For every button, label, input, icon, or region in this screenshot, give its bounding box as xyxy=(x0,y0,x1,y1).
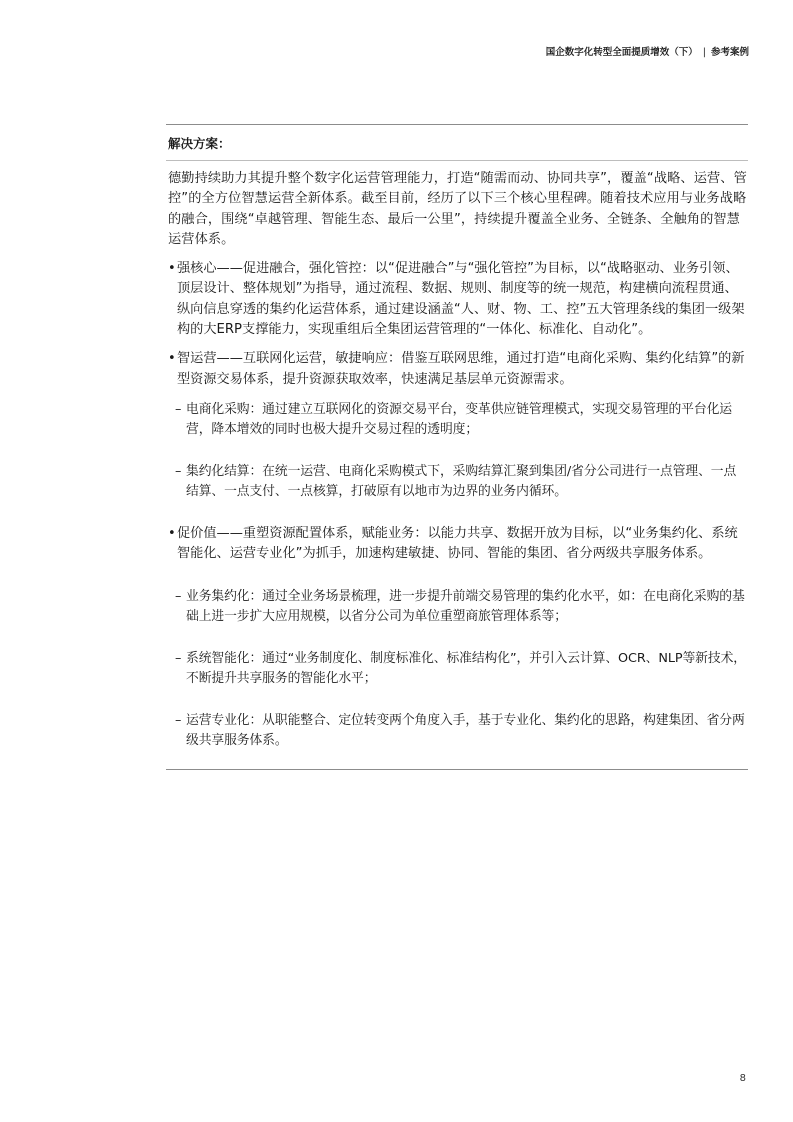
sub-text: 业务集约化：通过全业务场景梳理，进一步提升前端交易管理的集约化水平，如：在电商化采购的基础上进一步扩大应用规模，以省分公司为单位重塑商旅管理体系等； xyxy=(186,588,745,624)
bullet-marker: • xyxy=(168,351,176,367)
sub-marker: – xyxy=(175,588,182,604)
bullet-item xyxy=(166,259,748,340)
bullet-marker: • xyxy=(168,525,176,541)
sub-marker: – xyxy=(175,401,182,417)
bullet-text: 强核心——促进融合，强化管控：以“促进融合”与“强化管控”为目标，以“战略驱动、业务引领、顶层设计、整体规划”为指导，通过流程、数据、规则、制度等的统一规范，构建横向流程贯通、纵向信息穿透的集约化运营体系，通过建设涵盖“人、财、物、工、控”五大管理条线的集团一级架构的大ERP支撑能力，实现重组后全集团运营管理的“一体化、标准化、自动化”。 xyxy=(177,261,745,338)
sub-text: 运营专业化：从职能整合、定位转变两个角度入手，基于专业化、集约化的思路，构建集团、省分两级共享服务体系。 xyxy=(186,712,745,748)
sub-text: 集约化结算：在统一运营、电商化采购模式下，采购结算汇聚到集团/省分公司进行一点管理、一点结算、一点支付、一点核算，打破原有以地市为边界的业务内循环。 xyxy=(186,463,737,499)
header-title: 国企数字化转型全面提质增效（下） xyxy=(545,47,698,58)
sub-marker: – xyxy=(175,650,182,666)
running-header xyxy=(546,44,749,58)
page-number: 8 xyxy=(739,1073,746,1084)
sub-marker: – xyxy=(175,463,182,479)
sub-item xyxy=(166,711,748,751)
sub-item xyxy=(166,649,748,689)
header-separator: | xyxy=(702,47,706,58)
section-title: 解决方案： xyxy=(166,125,748,161)
section-divider xyxy=(166,769,748,770)
solution-section xyxy=(166,124,748,770)
bullet-marker: • xyxy=(168,261,176,277)
sub-marker: – xyxy=(175,712,182,728)
bullet-text: 促价值——重塑资源配置体系，赋能业务：以能力共享、数据开放为目标，以“业务集约化、系统智能化、运营专业化”为抓手，加速构建敏捷、协同、智能的集团、省分两级共享服务体系。 xyxy=(177,525,738,562)
bullet-text: 智运营——互联网化运营，敏捷响应：借鉴互联网思维，通过打造“电商化采购、集约化结算”的新型资源交易体系，提升资源获取效率，快速满足基层单元资源需求。 xyxy=(177,351,745,387)
intro-paragraph: 德勤持续助力其提升整个数字化运营管理能力，打造“随需而动、协同共享”，覆盖“战略、运营、管控”的全方位智慧运营全新体系。截至目前，经历了以下三个核心里程碑。随着技术应用与业务战略的融合，围绕“卓越管理、智能生态、最后一公里”，持续提升覆盖全业务、全链条、全触角的智慧运营体系。 xyxy=(168,171,747,247)
header-section: 参考案例 xyxy=(710,47,749,58)
sub-item xyxy=(166,462,748,502)
bullet-item xyxy=(166,524,748,565)
sub-text: 系统智能化：通过“业务制度化、制度标准化、标准结构化”，并引入云计算、OCR、NLP等新技术，不断提升共享服务的智能化水平； xyxy=(186,650,746,686)
sub-item xyxy=(166,400,748,440)
bullet-item xyxy=(166,349,748,390)
sub-item xyxy=(166,587,748,627)
sub-text: 电商化采购：通过建立互联网化的资源交易平台，变革供应链管理模式，实现交易管理的平台化运营，降本增效的同时也极大提升交易过程的透明度； xyxy=(186,401,732,437)
